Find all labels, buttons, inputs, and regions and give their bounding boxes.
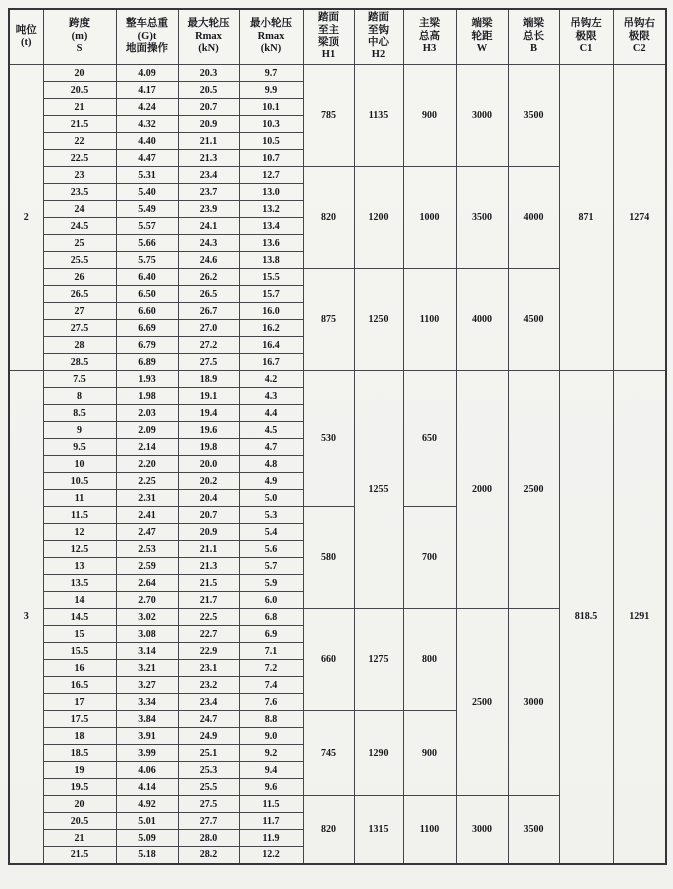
header-line: 跨度 xyxy=(69,18,90,30)
cell-rmax: 19.8 xyxy=(178,439,239,456)
cell-h3: 700 xyxy=(403,507,456,609)
cell-rmax: 21.3 xyxy=(178,150,239,167)
header-line: Rmax xyxy=(257,30,285,42)
column-header-w xyxy=(456,9,508,65)
cell-rmax: 20.7 xyxy=(178,507,239,524)
cell-span: 15 xyxy=(43,626,116,643)
cell-rmax: 27.5 xyxy=(178,796,239,813)
cell-rmin: 16.7 xyxy=(239,354,303,371)
cell-c1: 818.5 xyxy=(559,371,613,864)
header-line: H3 xyxy=(422,43,437,55)
cell-rmax: 23.2 xyxy=(178,677,239,694)
column-header-c1 xyxy=(559,9,613,65)
cell-span: 17.5 xyxy=(43,711,116,728)
cell-rmax: 25.3 xyxy=(178,762,239,779)
cell-weight: 6.60 xyxy=(116,303,178,320)
column-header-rmin xyxy=(239,9,303,65)
column-header-span xyxy=(43,9,116,65)
cell-span: 20.5 xyxy=(43,82,116,99)
cell-rmax: 23.4 xyxy=(178,694,239,711)
cell-rmin: 11.7 xyxy=(239,813,303,830)
table-body xyxy=(9,65,666,864)
cell-weight: 5.40 xyxy=(116,184,178,201)
cell-w: 2500 xyxy=(456,609,508,796)
cell-rmin: 10.1 xyxy=(239,99,303,116)
cell-span: 22.5 xyxy=(43,150,116,167)
cell-weight: 4.40 xyxy=(116,133,178,150)
cell-rmin: 16.2 xyxy=(239,320,303,337)
cell-span: 25.5 xyxy=(43,252,116,269)
cell-weight: 3.08 xyxy=(116,626,178,643)
header-line: (G)t xyxy=(137,30,157,42)
cell-rmin: 5.6 xyxy=(239,541,303,558)
cell-rmin: 13.4 xyxy=(239,218,303,235)
header-line: 踏面 xyxy=(368,12,389,24)
cell-c2: 1291 xyxy=(613,371,666,864)
cell-rmax: 27.2 xyxy=(178,337,239,354)
cell-rmax: 18.9 xyxy=(178,371,239,388)
cell-rmax: 28.2 xyxy=(178,847,239,864)
column-header-c2 xyxy=(613,9,666,65)
cell-weight: 5.66 xyxy=(116,235,178,252)
cell-rmin: 13.2 xyxy=(239,201,303,218)
cell-h2: 1200 xyxy=(354,167,403,269)
cell-span: 20 xyxy=(43,796,116,813)
cell-rmax: 20.9 xyxy=(178,524,239,541)
header-line: 地面操作 xyxy=(126,43,168,55)
cell-rmax: 20.9 xyxy=(178,116,239,133)
cell-rmin: 7.2 xyxy=(239,660,303,677)
cell-rmax: 24.6 xyxy=(178,252,239,269)
header-line: 极限 xyxy=(628,30,650,42)
cell-rmin: 11.5 xyxy=(239,796,303,813)
cell-rmax: 24.9 xyxy=(178,728,239,745)
cell-span: 16.5 xyxy=(43,677,116,694)
column-header-weight xyxy=(116,9,178,65)
cell-rmax: 20.5 xyxy=(178,82,239,99)
header-line: C2 xyxy=(632,43,646,55)
cell-rmin: 8.8 xyxy=(239,711,303,728)
cell-rmax: 21.5 xyxy=(178,575,239,592)
cell-span: 26 xyxy=(43,269,116,286)
cell-rmax: 26.7 xyxy=(178,303,239,320)
cell-span: 9.5 xyxy=(43,439,116,456)
cell-rmax: 22.7 xyxy=(178,626,239,643)
cell-rmin: 4.5 xyxy=(239,422,303,439)
cell-span: 25 xyxy=(43,235,116,252)
cell-span: 24 xyxy=(43,201,116,218)
cell-rmin: 13.0 xyxy=(239,184,303,201)
cell-span: 8 xyxy=(43,388,116,405)
cell-weight: 3.84 xyxy=(116,711,178,728)
cell-span: 28.5 xyxy=(43,354,116,371)
header-line: 梁顶 xyxy=(318,37,339,48)
cell-tonnage: 2 xyxy=(9,65,43,371)
cell-h1: 875 xyxy=(303,269,354,371)
cell-h2: 1250 xyxy=(354,269,403,371)
header-line: 最大轮压 xyxy=(187,18,230,30)
cell-weight: 2.03 xyxy=(116,405,178,422)
cell-weight: 2.25 xyxy=(116,473,178,490)
cell-rmin: 12.2 xyxy=(239,847,303,864)
cell-b: 2500 xyxy=(508,371,559,609)
cell-rmax: 22.9 xyxy=(178,643,239,660)
cell-span: 10 xyxy=(43,456,116,473)
cell-rmax: 23.1 xyxy=(178,660,239,677)
cell-rmin: 6.0 xyxy=(239,592,303,609)
header-line: Rmax xyxy=(195,30,222,42)
cell-span: 19 xyxy=(43,762,116,779)
cell-weight: 5.49 xyxy=(116,201,178,218)
cell-span: 7.5 xyxy=(43,371,116,388)
cell-rmin: 4.3 xyxy=(239,388,303,405)
header-line: 吊钩右 xyxy=(623,18,655,30)
cell-span: 19.5 xyxy=(43,779,116,796)
cell-weight: 2.70 xyxy=(116,592,178,609)
cell-weight: 4.32 xyxy=(116,116,178,133)
column-header-rmax xyxy=(178,9,239,65)
cell-rmin: 5.7 xyxy=(239,558,303,575)
cell-weight: 2.47 xyxy=(116,524,178,541)
cell-w: 4000 xyxy=(456,269,508,371)
cell-span: 16 xyxy=(43,660,116,677)
cell-b: 3000 xyxy=(508,609,559,796)
cell-weight: 4.14 xyxy=(116,779,178,796)
cell-rmax: 25.1 xyxy=(178,745,239,762)
cell-rmin: 4.2 xyxy=(239,371,303,388)
cell-rmin: 7.1 xyxy=(239,643,303,660)
cell-weight: 6.50 xyxy=(116,286,178,303)
header-line: 踏面 xyxy=(318,12,339,24)
cell-weight: 6.40 xyxy=(116,269,178,286)
header-line: C1 xyxy=(579,43,593,55)
cell-rmin: 10.5 xyxy=(239,133,303,150)
cell-rmax: 23.7 xyxy=(178,184,239,201)
header-line: (kN) xyxy=(198,43,219,55)
cell-weight: 5.09 xyxy=(116,830,178,847)
header-row xyxy=(9,9,666,65)
cell-weight: 3.21 xyxy=(116,660,178,677)
cell-rmax: 19.1 xyxy=(178,388,239,405)
header-line: 总高 xyxy=(419,30,440,42)
cell-h2: 1255 xyxy=(354,371,403,609)
cell-weight: 3.91 xyxy=(116,728,178,745)
cell-span: 9 xyxy=(43,422,116,439)
header-line: 端梁 xyxy=(471,18,493,30)
cell-span: 27 xyxy=(43,303,116,320)
cell-weight: 3.14 xyxy=(116,643,178,660)
cell-rmax: 20.3 xyxy=(178,65,239,82)
header-line: 极限 xyxy=(575,30,597,42)
header-line: 吨位 xyxy=(15,24,37,36)
column-header-h3 xyxy=(403,9,456,65)
cell-h1: 785 xyxy=(303,65,354,167)
cell-rmin: 4.9 xyxy=(239,473,303,490)
cell-rmin: 16.0 xyxy=(239,303,303,320)
cell-b: 4500 xyxy=(508,269,559,371)
cell-h1: 530 xyxy=(303,371,354,507)
cell-span: 10.5 xyxy=(43,473,116,490)
cell-rmin: 6.8 xyxy=(239,609,303,626)
cell-span: 28 xyxy=(43,337,116,354)
cell-rmax: 25.5 xyxy=(178,779,239,796)
cell-rmin: 5.0 xyxy=(239,490,303,507)
cell-weight: 5.31 xyxy=(116,167,178,184)
cell-span: 23 xyxy=(43,167,116,184)
cell-weight: 2.09 xyxy=(116,422,178,439)
column-header-tonnage xyxy=(9,9,43,65)
cell-span: 12 xyxy=(43,524,116,541)
cell-c2: 1274 xyxy=(613,65,666,371)
cell-c1: 871 xyxy=(559,65,613,371)
cell-weight: 4.06 xyxy=(116,762,178,779)
cell-rmin: 7.6 xyxy=(239,694,303,711)
header-line: (kN) xyxy=(260,43,282,55)
cell-h3: 1100 xyxy=(403,269,456,371)
column-header-h2 xyxy=(354,9,403,65)
cell-span: 21.5 xyxy=(43,847,116,864)
header-line: (m) xyxy=(71,30,88,42)
cell-rmin: 7.4 xyxy=(239,677,303,694)
cell-span: 21 xyxy=(43,99,116,116)
cell-rmax: 27.7 xyxy=(178,813,239,830)
cell-rmax: 26.5 xyxy=(178,286,239,303)
cell-rmax: 19.4 xyxy=(178,405,239,422)
cell-weight: 3.27 xyxy=(116,677,178,694)
cell-span: 8.5 xyxy=(43,405,116,422)
cell-span: 20.5 xyxy=(43,813,116,830)
cell-span: 13 xyxy=(43,558,116,575)
cell-rmin: 5.3 xyxy=(239,507,303,524)
cell-rmin: 13.6 xyxy=(239,235,303,252)
crane-spec-table xyxy=(8,8,667,865)
cell-rmin: 11.9 xyxy=(239,830,303,847)
cell-weight: 2.31 xyxy=(116,490,178,507)
header-line: B xyxy=(529,43,537,55)
cell-span: 11.5 xyxy=(43,507,116,524)
cell-weight: 5.57 xyxy=(116,218,178,235)
cell-rmin: 10.7 xyxy=(239,150,303,167)
cell-span: 18.5 xyxy=(43,745,116,762)
document-page xyxy=(0,8,673,889)
header-line: S xyxy=(76,43,83,55)
cell-rmin: 10.3 xyxy=(239,116,303,133)
cell-rmax: 27.5 xyxy=(178,354,239,371)
header-line: 主梁 xyxy=(419,18,440,30)
cell-rmax: 21.1 xyxy=(178,541,239,558)
header-line: 端梁 xyxy=(523,18,544,30)
cell-rmin: 12.7 xyxy=(239,167,303,184)
cell-weight: 5.01 xyxy=(116,813,178,830)
cell-h2: 1135 xyxy=(354,65,403,167)
cell-weight: 6.69 xyxy=(116,320,178,337)
cell-weight: 4.92 xyxy=(116,796,178,813)
cell-h3: 1000 xyxy=(403,167,456,269)
cell-h3: 1100 xyxy=(403,796,456,864)
cell-weight: 2.64 xyxy=(116,575,178,592)
cell-span: 11 xyxy=(43,490,116,507)
cell-w: 3000 xyxy=(456,65,508,167)
column-header-h1 xyxy=(303,9,354,65)
cell-weight: 1.93 xyxy=(116,371,178,388)
cell-span: 23.5 xyxy=(43,184,116,201)
cell-h1: 660 xyxy=(303,609,354,711)
cell-span: 26.5 xyxy=(43,286,116,303)
cell-h2: 1275 xyxy=(354,609,403,711)
cell-span: 18 xyxy=(43,728,116,745)
cell-rmin: 4.4 xyxy=(239,405,303,422)
cell-rmax: 24.1 xyxy=(178,218,239,235)
cell-span: 14.5 xyxy=(43,609,116,626)
cell-rmax: 24.3 xyxy=(178,235,239,252)
cell-weight: 2.20 xyxy=(116,456,178,473)
cell-h2: 1315 xyxy=(354,796,403,864)
header-line: 最小轮压 xyxy=(250,18,292,30)
header-line: 总长 xyxy=(523,30,544,42)
cell-span: 14 xyxy=(43,592,116,609)
cell-rmax: 21.7 xyxy=(178,592,239,609)
header-line: (t) xyxy=(21,37,32,48)
cell-rmax: 20.7 xyxy=(178,99,239,116)
cell-weight: 4.47 xyxy=(116,150,178,167)
cell-weight: 3.34 xyxy=(116,694,178,711)
cell-rmax: 22.5 xyxy=(178,609,239,626)
cell-weight: 6.89 xyxy=(116,354,178,371)
cell-b: 3500 xyxy=(508,65,559,167)
cell-h3: 900 xyxy=(403,711,456,796)
cell-weight: 3.02 xyxy=(116,609,178,626)
cell-weight: 2.14 xyxy=(116,439,178,456)
cell-rmin: 5.9 xyxy=(239,575,303,592)
cell-w: 2000 xyxy=(456,371,508,609)
table-header xyxy=(9,9,666,65)
cell-rmin: 9.7 xyxy=(239,65,303,82)
cell-weight: 4.09 xyxy=(116,65,178,82)
cell-w: 3500 xyxy=(456,167,508,269)
cell-rmin: 9.4 xyxy=(239,762,303,779)
header-line: 轮距 xyxy=(471,30,493,42)
header-line: W xyxy=(476,43,488,55)
cell-b: 4000 xyxy=(508,167,559,269)
table-row xyxy=(9,65,666,82)
cell-weight: 4.24 xyxy=(116,99,178,116)
cell-rmin: 13.8 xyxy=(239,252,303,269)
cell-weight: 2.41 xyxy=(116,507,178,524)
header-line: H2 xyxy=(371,49,386,61)
cell-h3: 800 xyxy=(403,609,456,711)
cell-span: 21 xyxy=(43,830,116,847)
cell-rmax: 23.9 xyxy=(178,201,239,218)
column-header-b xyxy=(508,9,559,65)
cell-weight: 4.17 xyxy=(116,82,178,99)
cell-span: 22 xyxy=(43,133,116,150)
header-line: 至主 xyxy=(318,24,339,36)
cell-weight: 3.99 xyxy=(116,745,178,762)
cell-rmin: 9.9 xyxy=(239,82,303,99)
cell-span: 12.5 xyxy=(43,541,116,558)
cell-span: 21.5 xyxy=(43,116,116,133)
header-line: H1 xyxy=(321,49,336,61)
header-line: 吊钩左 xyxy=(570,18,602,30)
cell-rmin: 16.4 xyxy=(239,337,303,354)
cell-rmax: 21.3 xyxy=(178,558,239,575)
cell-rmax: 27.0 xyxy=(178,320,239,337)
cell-rmin: 4.7 xyxy=(239,439,303,456)
cell-rmin: 6.9 xyxy=(239,626,303,643)
cell-w: 3000 xyxy=(456,796,508,864)
cell-rmin: 5.4 xyxy=(239,524,303,541)
cell-h3: 900 xyxy=(403,65,456,167)
cell-span: 24.5 xyxy=(43,218,116,235)
cell-h1: 820 xyxy=(303,796,354,864)
cell-rmin: 15.5 xyxy=(239,269,303,286)
cell-span: 15.5 xyxy=(43,643,116,660)
cell-span: 13.5 xyxy=(43,575,116,592)
cell-b: 3500 xyxy=(508,796,559,864)
cell-weight: 1.98 xyxy=(116,388,178,405)
cell-rmin: 9.0 xyxy=(239,728,303,745)
cell-rmax: 21.1 xyxy=(178,133,239,150)
cell-weight: 5.75 xyxy=(116,252,178,269)
cell-rmin: 9.6 xyxy=(239,779,303,796)
cell-rmax: 26.2 xyxy=(178,269,239,286)
cell-h1: 820 xyxy=(303,167,354,269)
cell-span: 20 xyxy=(43,65,116,82)
cell-weight: 6.79 xyxy=(116,337,178,354)
cell-rmax: 24.7 xyxy=(178,711,239,728)
header-line: 至钩 xyxy=(368,24,389,36)
cell-h3: 650 xyxy=(403,371,456,507)
table-row xyxy=(9,371,666,388)
cell-h1: 745 xyxy=(303,711,354,796)
cell-tonnage: 3 xyxy=(9,371,43,864)
cell-rmax: 28.0 xyxy=(178,830,239,847)
cell-rmin: 4.8 xyxy=(239,456,303,473)
header-line: 中心 xyxy=(368,37,389,48)
cell-span: 27.5 xyxy=(43,320,116,337)
header-line: 整车总重 xyxy=(126,18,168,30)
cell-weight: 5.18 xyxy=(116,847,178,864)
cell-rmax: 23.4 xyxy=(178,167,239,184)
cell-rmax: 19.6 xyxy=(178,422,239,439)
cell-rmin: 9.2 xyxy=(239,745,303,762)
cell-span: 17 xyxy=(43,694,116,711)
cell-rmax: 20.2 xyxy=(178,473,239,490)
cell-rmax: 20.0 xyxy=(178,456,239,473)
cell-rmax: 20.4 xyxy=(178,490,239,507)
cell-rmin: 15.7 xyxy=(239,286,303,303)
cell-weight: 2.53 xyxy=(116,541,178,558)
cell-h1: 580 xyxy=(303,507,354,609)
cell-h2: 1290 xyxy=(354,711,403,796)
cell-weight: 2.59 xyxy=(116,558,178,575)
